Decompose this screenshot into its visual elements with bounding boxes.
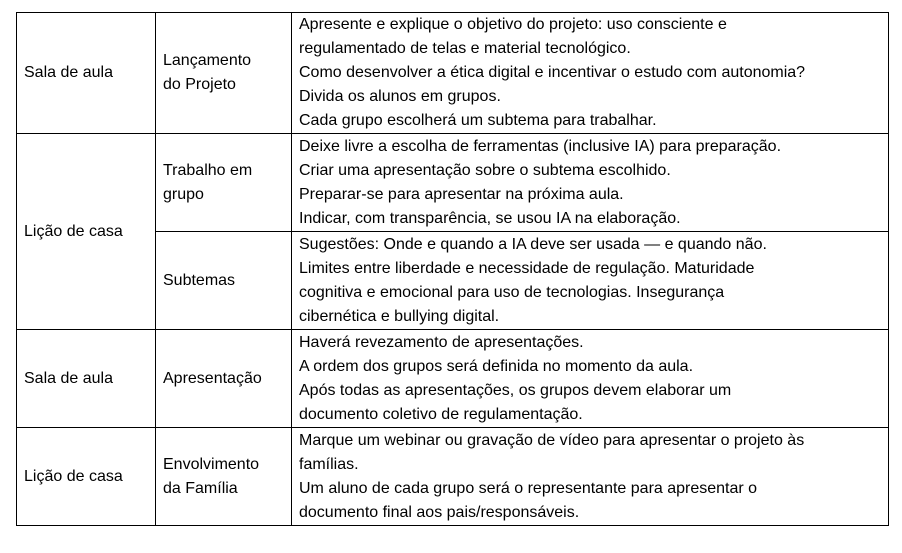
description-line: A ordem dos grupos será definida no momento da aula. bbox=[299, 357, 694, 375]
description-line: Indicar, com transparência, se usou IA na elaboração. bbox=[299, 209, 681, 227]
stage-label: Envolvimento bbox=[163, 455, 260, 473]
context-cell bbox=[17, 134, 156, 330]
description-line: regulamentado de telas e material tecnológico. bbox=[299, 40, 631, 57]
description-cell bbox=[292, 13, 889, 134]
description-line: cognitiva e emocional para uso de tecnologias. Insegurança bbox=[299, 283, 725, 301]
project-plan-table bbox=[16, 12, 889, 526]
stage-cell bbox=[156, 134, 292, 232]
description-line: Sugestões: Onde e quando a IA deve ser usada — e quando não. bbox=[299, 235, 767, 253]
context-cell bbox=[17, 330, 156, 428]
description-line: famílias. bbox=[299, 455, 359, 473]
description-line: Após todas as apresentações, os grupos devem elaborar um bbox=[299, 381, 732, 399]
description-line: Criar uma apresentação sobre o subtema escolhido. bbox=[299, 161, 671, 179]
description-cell bbox=[292, 232, 889, 330]
description-line: cibernética e bullying digital. bbox=[299, 307, 500, 325]
context-label: Lição de casa bbox=[24, 222, 123, 240]
stage-label: Apresentação bbox=[163, 369, 262, 387]
stage-cell bbox=[156, 330, 292, 428]
stage-label: Subtemas bbox=[163, 271, 236, 289]
context-label: Sala de aula bbox=[24, 369, 113, 387]
stage-label: Trabalho em bbox=[163, 161, 253, 179]
description-line: Preparar-se para apresentar na próxima aula. bbox=[299, 185, 624, 203]
table-row bbox=[17, 330, 889, 428]
description-cell bbox=[292, 134, 889, 232]
description-line: Divida os alunos em grupos. bbox=[299, 88, 501, 105]
stage-cell bbox=[156, 428, 292, 526]
description-line: Limites entre liberdade e necessidade de regulação. Maturidade bbox=[299, 259, 755, 277]
description-line: Um aluno de cada grupo será o representante para apresentar o bbox=[299, 479, 758, 497]
table-row bbox=[17, 134, 889, 232]
stage-cell bbox=[156, 232, 292, 330]
stage-label: Lançamento bbox=[163, 52, 252, 69]
stage-label: grupo bbox=[163, 185, 204, 203]
description-line: Haverá revezamento de apresentações. bbox=[299, 333, 584, 351]
context-cell bbox=[17, 428, 156, 526]
description-line: Apresente e explique o objetivo do projeto: uso consciente e bbox=[299, 16, 727, 33]
stage-cell bbox=[156, 13, 292, 134]
description-line: Marque um webinar ou gravação de vídeo para apresentar o projeto às bbox=[299, 431, 805, 449]
description-cell bbox=[292, 330, 889, 428]
description-cell bbox=[292, 428, 889, 526]
table-row bbox=[17, 13, 889, 134]
context-cell bbox=[17, 13, 156, 134]
description-line: Como desenvolver a ética digital e incentivar o estudo com autonomia? bbox=[299, 64, 806, 81]
table-row bbox=[17, 428, 889, 526]
description-line: documento final aos pais/responsáveis. bbox=[299, 503, 580, 521]
stage-label: do Projeto bbox=[163, 76, 236, 93]
description-line: documento coletivo de regulamentação. bbox=[299, 405, 583, 423]
context-label: Lição de casa bbox=[24, 467, 123, 485]
description-line: Deixe livre a escolha de ferramentas (inclusive IA) para preparação. bbox=[299, 137, 782, 155]
stage-label: da Família bbox=[163, 479, 238, 497]
description-line: Cada grupo escolherá um subtema para trabalhar. bbox=[299, 112, 657, 129]
context-label: Sala de aula bbox=[24, 64, 113, 81]
